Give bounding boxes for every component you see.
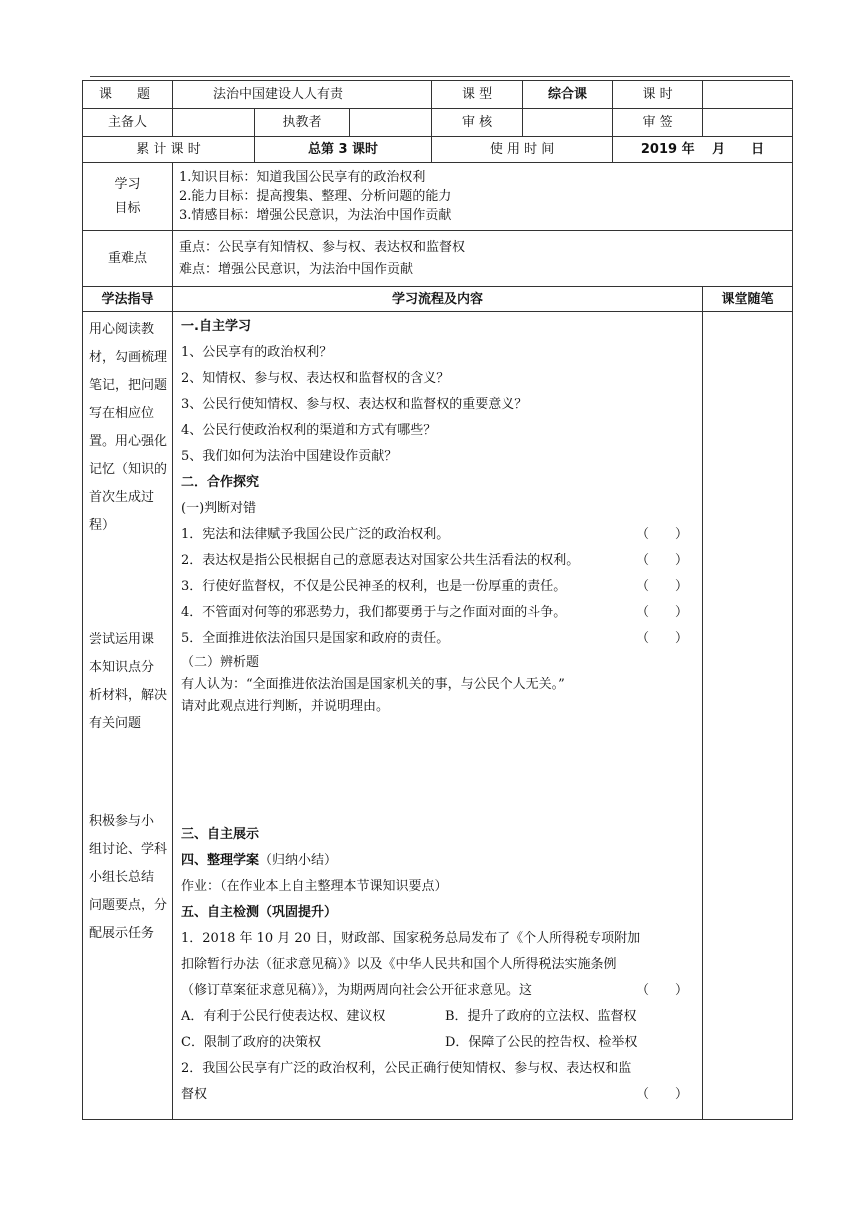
section-display: 三、自主展示 <box>181 827 260 842</box>
keypoints-row <box>83 231 793 287</box>
test-q2-line1: 2．我国公民享有广泛的政治权利，公民正确行使知情权、参与权、表达权和监 <box>181 1061 632 1076</box>
goals-label-line1: 学习 <box>114 176 141 192</box>
keypoints-label: 重难点 <box>83 231 173 287</box>
guidance-block-discuss: 积极参与小 组讨论、学科 小组长总结 问题要点，分 配展示任务 <box>89 814 168 941</box>
answer-paren: （ ） <box>636 527 689 542</box>
goals-label <box>83 163 173 231</box>
col-notes: 课堂随笔 <box>703 287 793 312</box>
column-header-row <box>83 287 793 312</box>
teacher-label: 执教者 <box>255 109 350 137</box>
analysis-subtitle: （二）辨析题 <box>181 655 260 670</box>
body-row <box>83 312 793 1120</box>
analysis-task: 请对此观点进行判断，并说明理由。 <box>181 699 390 714</box>
test-q1-line1: 1．2018 年 10 月 20 日，财政部、国家税务总局发布了《个人所得税专项附加 <box>181 931 641 946</box>
answer-paren: （ ） <box>636 1087 689 1102</box>
goal-emotion: 3.情感目标：增强公民意识，为法治中国作贡献 <box>179 208 452 223</box>
self-study-q1: 1、公民享有的政治权利？ <box>181 345 333 360</box>
cumulative-label: 累 计 课 时 <box>83 137 255 163</box>
test-q1-options-cd <box>181 1032 688 1054</box>
header-row-3 <box>83 137 793 163</box>
process-column <box>173 312 703 1120</box>
period-label: 课 时 <box>613 81 703 109</box>
teacher-value <box>350 109 432 137</box>
review-value <box>523 109 613 137</box>
section-self-test: 五、自主检测（巩固提升） <box>181 905 338 920</box>
goal-knowledge: 1.知识目标：知道我国公民享有的政治权利 <box>179 170 426 185</box>
guidance-block-reading: 用心阅读教 材，勾画梳理 笔记，把问题 写在相应位 置。用心强化 记忆（知识的 首次生成过 程） <box>89 322 168 533</box>
answer-paren: （ ） <box>636 553 689 568</box>
key-difficulty: 难点：增强公民意识，为法治中国作贡献 <box>179 261 414 277</box>
header-row-2 <box>83 109 793 137</box>
topic-label: 课 题 <box>83 81 173 109</box>
analysis-question: 有人认为：“全面推进依法治国是国家机关的事，与公民个人无关。” <box>181 677 565 692</box>
review-label: 审 核 <box>432 109 523 137</box>
test-q2-line2: 督权 （ ） <box>181 1084 688 1106</box>
lesson-plan-table <box>82 80 793 1120</box>
cumulative-value: 总第 3 课时 <box>255 137 432 163</box>
self-study-q5: 5、我们如何为法治中国建设作贡献？ <box>181 449 398 464</box>
self-study-q2: 2、知情权、参与权、表达权和监督权的含义？ <box>181 371 450 386</box>
homework-line: 作业：（在作业本上自主整理本节课知识要点） <box>181 879 448 894</box>
key-focus: 重点：公民享有知情权、参与权、表达权和监督权 <box>179 239 466 255</box>
goals-label-line2: 目标 <box>114 200 141 216</box>
keypoints-content <box>173 231 793 287</box>
notes-column <box>703 312 793 1120</box>
answer-paren: （ ） <box>636 579 689 594</box>
sign-value <box>703 109 793 137</box>
test-q1-line3: （修订草案征求意见稿）》，为期两周向社会公开征求意见。这 （ ） <box>181 980 688 1002</box>
option-a: A．有利于公民行使表达权、建议权 <box>181 1009 386 1024</box>
judge-subtitle: (一)判断对错 <box>181 501 257 516</box>
option-b: B．提升了政府的立法权、监督权 <box>445 1009 637 1024</box>
preparer-value <box>173 109 255 137</box>
date-value: 2019 年 月 日 <box>613 137 793 163</box>
test-q1-line2: 扣除暂行办法（征求意见稿）》以及《中华人民共和国个人所得税法实施条例 <box>181 957 617 972</box>
date-label: 使 用 时 间 <box>432 137 613 163</box>
judge-item-2: 2．表达权是指公民根据自己的意愿表达对国家公共生活看法的权利。 （ ） <box>181 550 688 572</box>
goal-ability: 2.能力目标：提高搜集、整理、分析问题的能力 <box>179 189 452 204</box>
section-self-study: 一.自主学习 <box>181 319 251 334</box>
self-study-q3: 3、公民行使知情权、参与权、表达权和监督权的重要意义？ <box>181 397 528 412</box>
type-label: 课 型 <box>432 81 523 109</box>
period-value <box>703 81 793 109</box>
judge-item-5: 5．全面推进依法治国只是国家和政府的责任。 （ ） <box>181 628 688 650</box>
self-study-q4: 4、公民行使政治权利的渠道和方式有哪些？ <box>181 423 437 438</box>
answer-paren: （ ） <box>636 631 689 646</box>
test-q1-options-ab <box>181 1006 688 1028</box>
judge-item-4: 4．不管面对何等的邪恶势力，我们都要勇于与之作面对面的斗争。 （ ） <box>181 602 688 624</box>
col-method: 学法指导 <box>83 287 173 312</box>
type-value: 综合课 <box>523 81 613 109</box>
goals-row <box>83 163 793 231</box>
judge-item-1: 1．宪法和法律赋予我国公民广泛的政治权利。 （ ） <box>181 524 688 546</box>
guidance-block-apply: 尝试运用课 本知识点分 析材料，解决 有关问题 <box>89 632 168 731</box>
top-rule <box>90 76 790 77</box>
option-c: C．限制了政府的决策权 <box>181 1035 321 1050</box>
guidance-column <box>83 312 173 1120</box>
goals-content <box>173 163 793 231</box>
col-process: 学习流程及内容 <box>173 287 703 312</box>
answer-paren: （ ） <box>636 983 689 998</box>
preparer-label: 主备人 <box>83 109 173 137</box>
topic-value: 法治中国建设人人有责 <box>173 81 432 109</box>
section-summary: 四、整理学案（归纳小结） <box>181 853 338 868</box>
answer-paren: （ ） <box>636 605 689 620</box>
header-row-1 <box>83 81 793 109</box>
option-d: D．保障了公民的控告权、检举权 <box>445 1035 638 1050</box>
sign-label: 审 签 <box>613 109 703 137</box>
judge-item-3: 3．行使好监督权，不仅是公民神圣的权利，也是一份厚重的责任。 （ ） <box>181 576 688 598</box>
section-cooperative: 二．合作探究 <box>181 475 260 490</box>
